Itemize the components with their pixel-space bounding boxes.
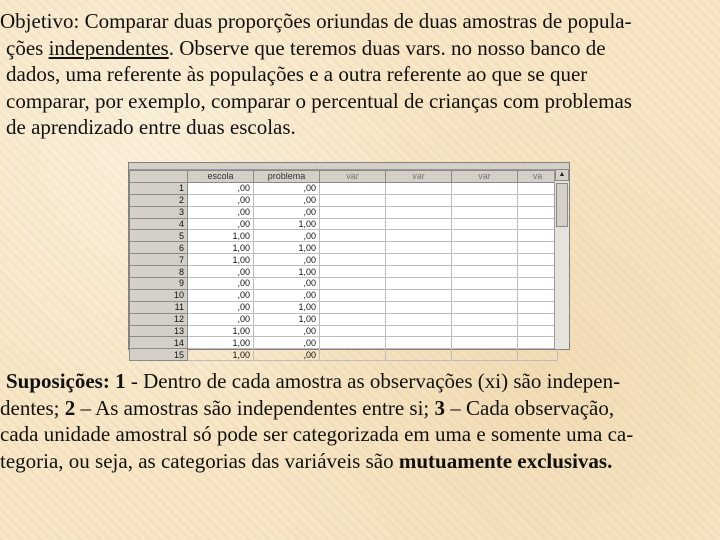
objetivo-line-3: dados, uma referente às populações e a outra referente ao que se quer [6, 62, 588, 86]
cell-empty[interactable] [320, 182, 386, 194]
suposicoes-line-3: cada unidade amostral só pode ser categorizada em uma e somente uma ca- [0, 422, 634, 446]
cell-empty[interactable] [320, 289, 386, 301]
cell-problema[interactable]: ,00 [254, 289, 320, 301]
cell-empty[interactable] [386, 325, 452, 337]
table-row[interactable] [130, 194, 558, 206]
row-number: 14 [130, 337, 188, 349]
objetivo-paragraph [0, 8, 716, 141]
objetivo-line-4: comparar, por exemplo, comparar o percentual de crianças com problemas [6, 88, 632, 113]
cell-problema[interactable]: 1,00 [254, 313, 320, 325]
table-row[interactable] [130, 325, 558, 337]
suposicoes-line-1: Suposições: 1 - Dentro de cada amostra as observações (xi) são indepen- [6, 369, 621, 393]
cell-problema[interactable]: ,00 [254, 337, 320, 349]
column-header-var[interactable]: var [452, 171, 518, 183]
cell-empty[interactable] [386, 289, 452, 301]
row-number: 6 [130, 242, 188, 254]
table-row[interactable] [130, 206, 558, 218]
cell-empty[interactable] [452, 230, 518, 242]
table-row[interactable] [130, 266, 558, 278]
cell-empty[interactable] [518, 218, 558, 230]
column-header-var[interactable]: var [386, 171, 452, 183]
suposicoes-paragraph [0, 368, 716, 474]
cell-empty[interactable] [386, 266, 452, 278]
cell-empty[interactable] [386, 242, 452, 254]
cell-empty[interactable] [320, 254, 386, 266]
cell-empty[interactable] [518, 266, 558, 278]
cell-problema[interactable]: 1,00 [254, 266, 320, 278]
table-row[interactable] [130, 242, 558, 254]
cell-empty[interactable] [386, 301, 452, 313]
cell-problema[interactable]: ,00 [254, 230, 320, 242]
cell-empty[interactable] [518, 325, 558, 337]
cell-empty[interactable] [452, 278, 518, 290]
cell-escola[interactable]: ,00 [188, 218, 254, 230]
cell-empty[interactable] [320, 313, 386, 325]
cell-empty[interactable] [518, 289, 558, 301]
cell-empty[interactable] [518, 337, 558, 349]
row-number: 5 [130, 230, 188, 242]
column-header-var[interactable]: va [518, 171, 558, 183]
cell-escola[interactable]: ,00 [188, 182, 254, 194]
cell-escola[interactable]: ,00 [188, 313, 254, 325]
row-number: 11 [130, 301, 188, 313]
cell-empty[interactable] [452, 301, 518, 313]
cell-escola[interactable]: 1,00 [188, 230, 254, 242]
cell-empty[interactable] [452, 266, 518, 278]
sheet-toolbar-strip [129, 163, 569, 170]
cell-empty[interactable] [452, 182, 518, 194]
grid-header-row [130, 171, 558, 183]
cell-empty[interactable] [320, 349, 386, 361]
cell-empty[interactable] [452, 313, 518, 325]
cell-empty[interactable] [518, 254, 558, 266]
grid-body [130, 182, 558, 360]
cell-empty[interactable] [452, 289, 518, 301]
cell-escola[interactable]: 1,00 [188, 242, 254, 254]
cell-empty[interactable] [518, 349, 558, 361]
cell-empty[interactable] [386, 194, 452, 206]
cell-escola[interactable]: ,00 [188, 266, 254, 278]
cell-empty[interactable] [320, 230, 386, 242]
column-header-escola[interactable]: escola [188, 171, 254, 183]
cell-empty[interactable] [320, 278, 386, 290]
table-row[interactable] [130, 254, 558, 266]
cell-problema[interactable]: ,00 [254, 278, 320, 290]
cell-empty[interactable] [320, 218, 386, 230]
objetivo-line-5: de aprendizado entre duas escolas. [6, 115, 296, 139]
row-number: 8 [130, 266, 188, 278]
cell-escola[interactable]: ,00 [188, 289, 254, 301]
cell-escola[interactable]: ,00 [188, 194, 254, 206]
cell-empty[interactable] [518, 301, 558, 313]
cell-empty[interactable] [386, 278, 452, 290]
independentes-underlined: independentes [48, 35, 169, 60]
cell-problema[interactable]: 1,00 [254, 301, 320, 313]
cell-problema[interactable]: 1,00 [254, 242, 320, 254]
cell-empty[interactable] [320, 194, 386, 206]
objetivo-line-1: Objetivo: Comparar duas proporções oriundas de duas amostras de popula- [0, 9, 632, 33]
scroll-thumb[interactable] [556, 183, 568, 227]
cell-empty[interactable] [518, 194, 558, 206]
row-number: 3 [130, 206, 188, 218]
table-row[interactable] [130, 289, 558, 301]
suposicoes-line-4: tegoria, ou seja, as categorias das variáveis são mutuamente exclusivas. [0, 448, 613, 473]
data-grid[interactable] [129, 170, 558, 361]
cell-problema[interactable]: ,00 [254, 254, 320, 266]
cell-empty[interactable] [320, 242, 386, 254]
vertical-scrollbar[interactable] [554, 169, 569, 349]
cell-empty[interactable] [452, 349, 518, 361]
cell-empty[interactable] [386, 313, 452, 325]
row-number: 1 [130, 182, 188, 194]
table-row[interactable] [130, 313, 558, 325]
table-row[interactable] [130, 349, 558, 361]
cell-empty[interactable] [518, 206, 558, 218]
cell-escola[interactable]: ,00 [188, 278, 254, 290]
cell-empty[interactable] [518, 182, 558, 194]
cell-empty[interactable] [320, 206, 386, 218]
cell-problema[interactable]: ,00 [254, 206, 320, 218]
cell-empty[interactable] [518, 278, 558, 290]
cell-empty[interactable] [320, 325, 386, 337]
suposicoes-line-2: dentes; 2 – As amostras são independentes entre si; 3 – Cada observação, [0, 395, 615, 420]
column-header-var[interactable]: var [320, 171, 386, 183]
column-header-problema[interactable]: problema [254, 171, 320, 183]
cell-empty[interactable] [386, 349, 452, 361]
cell-empty[interactable] [452, 337, 518, 349]
cell-empty[interactable] [320, 337, 386, 349]
cell-empty[interactable] [518, 313, 558, 325]
corner-cell [130, 171, 188, 183]
row-number: 10 [130, 289, 188, 301]
cell-empty[interactable] [452, 325, 518, 337]
table-row[interactable] [130, 218, 558, 230]
cell-empty[interactable] [386, 254, 452, 266]
cell-empty[interactable] [320, 301, 386, 313]
cell-problema[interactable]: ,00 [254, 349, 320, 361]
cell-escola[interactable]: 1,00 [188, 349, 254, 361]
cell-empty[interactable] [518, 242, 558, 254]
cell-empty[interactable] [452, 194, 518, 206]
table-row[interactable] [130, 230, 558, 242]
cell-empty[interactable] [452, 218, 518, 230]
row-number: 15 [130, 349, 188, 361]
cell-escola[interactable]: ,00 [188, 301, 254, 313]
suposicoes-label: Suposições: 1 [6, 369, 126, 393]
cell-problema[interactable]: 1,00 [254, 218, 320, 230]
cell-escola[interactable]: ,00 [188, 206, 254, 218]
row-number: 13 [130, 325, 188, 337]
cell-empty[interactable] [386, 206, 452, 218]
mutuamente-exclusivas-bold: mutuamente exclusivas. [398, 448, 613, 473]
row-number: 4 [130, 218, 188, 230]
cell-problema[interactable]: ,00 [254, 182, 320, 194]
row-number: 2 [130, 194, 188, 206]
table-row[interactable] [130, 301, 558, 313]
row-number: 7 [130, 254, 188, 266]
cell-empty[interactable] [452, 254, 518, 266]
table-row[interactable] [130, 182, 558, 194]
cell-empty[interactable] [320, 266, 386, 278]
cell-empty[interactable] [386, 218, 452, 230]
cell-empty[interactable] [386, 230, 452, 242]
cell-empty[interactable] [452, 206, 518, 218]
objetivo-line-2: ções independentes. Observe que teremos duas vars. no nosso banco de [6, 35, 606, 60]
cell-problema[interactable]: ,00 [254, 325, 320, 337]
row-number: 9 [130, 278, 188, 290]
scroll-up-icon[interactable]: ▲ [555, 169, 569, 181]
cell-empty[interactable] [386, 337, 452, 349]
objetivo-label: Objetivo [0, 9, 74, 33]
spss-data-sheet[interactable] [128, 162, 570, 360]
cell-empty[interactable] [518, 230, 558, 242]
cell-escola[interactable]: 1,00 [188, 254, 254, 266]
cell-escola[interactable]: 1,00 [188, 337, 254, 349]
cell-problema[interactable]: ,00 [254, 194, 320, 206]
table-row[interactable] [130, 337, 558, 349]
row-number: 12 [130, 313, 188, 325]
cell-escola[interactable]: 1,00 [188, 325, 254, 337]
table-row[interactable] [130, 278, 558, 290]
cell-empty[interactable] [452, 242, 518, 254]
cell-empty[interactable] [386, 182, 452, 194]
